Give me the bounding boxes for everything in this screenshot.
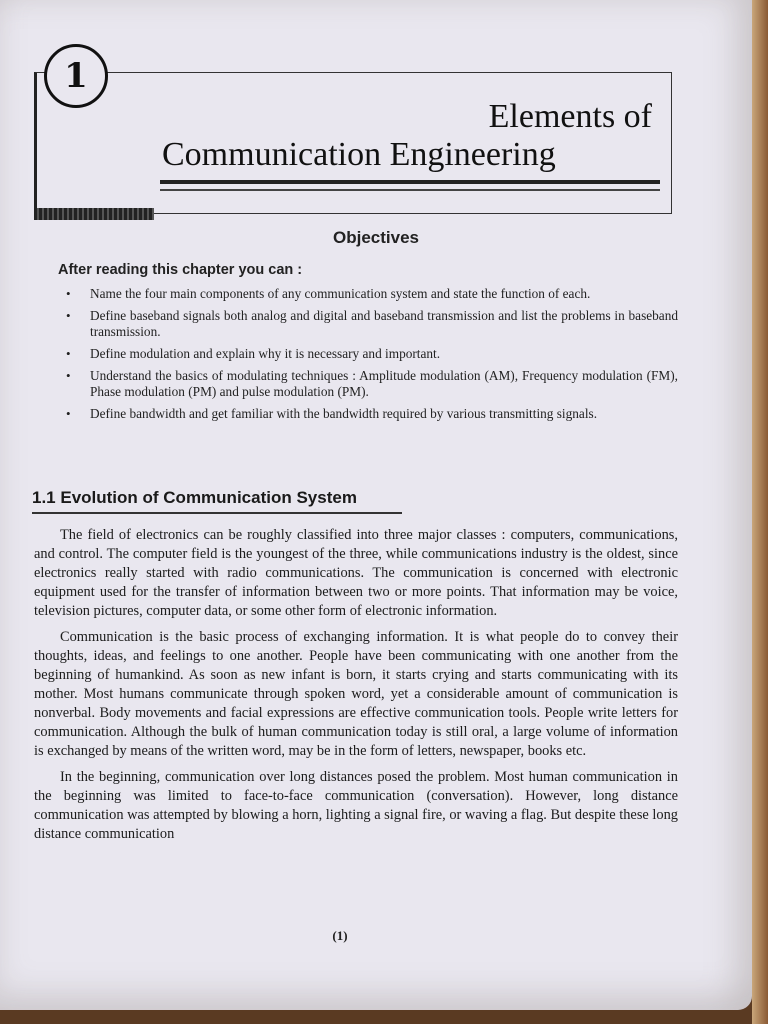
page-stack-edge [752,0,768,1024]
objectives-heading: Objectives [333,228,419,247]
chapter-title-line1: Elements of [488,98,652,135]
decorative-bar [34,208,154,220]
objective-item: • Define bandwidth and get familiar with the bandwidth required by various transmitting signals. [62,406,678,422]
objective-item: • Name the four main components of any communication system and state the function of each. [62,286,678,302]
body-paragraph: The field of electronics can be roughly classified into three major classes : computers, communications, and control. The computer field is the youngest of the three, while communications industry is the oldest, since electronics really started with radio communications. The communication is concerned with electronic equipment used for the transfer of information between two or more points. That information may be voice, television pictures, computer data, or some other form of electronic information. [34,527,678,619]
page-number: (1) [332,928,348,943]
chapter-title-line2: Communication Engineering [162,136,556,173]
body-paragraph: In the beginning, communication over long distances posed the problem. Most human communication in the beginning was limited to face-to-face communication (conversation). However, long distance communication was attempted by blowing a horn, lighting a signal fire, or waving a flag. But despite these long distance communication [34,769,678,842]
objective-item: • Define baseband signals both analog and digital and baseband transmission and list the problems in baseband transmission. [62,308,678,340]
objective-item: • Define modulation and explain why it is necessary and important. [62,346,678,362]
title-underline-thick [160,180,660,184]
objectives-intro: After reading this chapter you can : [58,262,303,278]
objective-item: • Understand the basics of modulating techniques : Amplitude modulation (AM), Frequency modulation (FM), Phase modulation (PM) and pulse modulation (PM). [62,368,678,400]
section-underline [32,512,402,514]
title-underline-thin [160,189,660,191]
section-body [34,526,678,851]
objectives-list [62,286,678,428]
section-heading: 1.1 Evolution of Communication System [32,488,357,507]
chapter-number-badge: 1 [44,44,108,108]
body-paragraph: Communication is the basic process of exchanging information. It is what people do to convey their thoughts, ideas, and feelings to one another. People have been communicating with one another from the beginning of humankind. As soon as new infant is born, it starts crying and starts communicating with its mother. Most humans communicate through spoken word, yet a considerable amount of communication is nonverbal. Body movements and facial expressions are effective communication tools. People write letters for communication. Although the bulk of human communication today is still oral, a large volume of information is exchanged by means of the written word, may be in the form of letters, newspaper, books etc. [34,629,678,759]
